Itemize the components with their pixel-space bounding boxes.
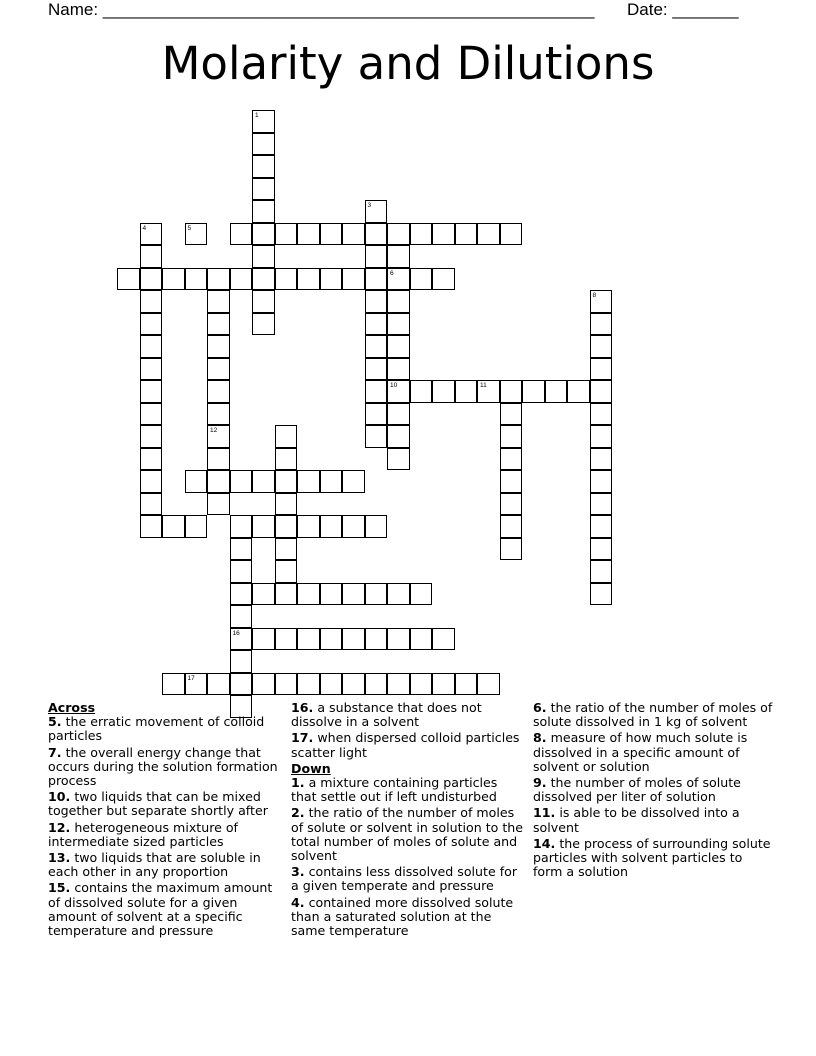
clue-text: the erratic movement of colloid particles (48, 714, 265, 744)
grid-cell[interactable] (522, 380, 545, 403)
grid-cell[interactable] (140, 403, 163, 426)
grid-cell[interactable] (365, 425, 388, 448)
date-line[interactable]: _______ (672, 0, 739, 19)
clue (291, 701, 526, 729)
grid-cell[interactable] (252, 223, 275, 246)
grid-cell[interactable] (320, 515, 343, 538)
grid-cell[interactable] (500, 515, 523, 538)
grid-cell[interactable] (410, 223, 433, 246)
grid-cell[interactable] (590, 380, 613, 403)
page-title: Molarity and Dilutions (161, 37, 655, 90)
grid-cell[interactable] (387, 313, 410, 336)
grid-cell[interactable] (365, 335, 388, 358)
grid-cell[interactable] (252, 583, 275, 606)
clue-text: the process of surrounding solute particles with solvent particles to form a solution (533, 835, 771, 880)
clue-number-label: 9. (533, 775, 547, 791)
clue (48, 851, 283, 879)
grid-cell[interactable] (252, 245, 275, 268)
grid-cell[interactable] (207, 403, 230, 426)
grid-cell[interactable] (140, 380, 163, 403)
clue-text: contains less dissolved solute for a given temperate and pressure (291, 864, 518, 894)
grid-cell[interactable] (500, 493, 523, 516)
clue-number-label: 15. (48, 880, 71, 896)
grid-cell[interactable] (140, 268, 163, 291)
grid-cell[interactable] (275, 470, 298, 493)
grid-cell[interactable] (500, 538, 523, 561)
grid-cell[interactable] (387, 448, 410, 471)
grid-cell[interactable] (590, 290, 613, 313)
grid-cell[interactable] (387, 628, 410, 651)
clue-number-label: 16. (291, 700, 314, 715)
across-heading: Across (48, 700, 96, 715)
grid-cell[interactable] (590, 358, 613, 381)
grid-cell[interactable] (365, 245, 388, 268)
grid-cell[interactable] (410, 673, 433, 696)
grid-cell[interactable] (185, 673, 208, 696)
grid-cell[interactable] (432, 628, 455, 651)
grid-cell[interactable] (477, 223, 500, 246)
clue-text: the number of moles of solute dissolved per liter of solution (533, 775, 741, 805)
grid-cell[interactable] (365, 223, 388, 246)
grid-cell[interactable] (365, 673, 388, 696)
grid-cell[interactable] (230, 470, 253, 493)
grid-cell[interactable] (297, 673, 320, 696)
grid-cell[interactable] (320, 673, 343, 696)
grid-cell[interactable] (320, 470, 343, 493)
clue-number-label: 10. (48, 789, 71, 805)
grid-cell[interactable] (297, 583, 320, 606)
grid-cell[interactable] (590, 583, 613, 606)
grid-cell[interactable] (117, 268, 140, 291)
grid-cell[interactable] (230, 605, 253, 628)
grid-cell[interactable] (252, 178, 275, 201)
grid-cell[interactable] (297, 628, 320, 651)
clue-number: 4 (142, 224, 147, 232)
clue-text: a substance that does not dissolve in a solvent (291, 700, 482, 730)
clue (48, 881, 283, 938)
clue (291, 806, 526, 863)
grid-cell[interactable] (342, 628, 365, 651)
grid-cell[interactable] (140, 290, 163, 313)
grid-cell[interactable] (252, 628, 275, 651)
grid-cell[interactable] (432, 673, 455, 696)
clue (291, 865, 526, 893)
grid-cell[interactable] (365, 200, 388, 223)
grid-cell[interactable] (275, 538, 298, 561)
clue-number-label: 17. (291, 730, 314, 746)
grid-cell[interactable] (432, 223, 455, 246)
grid-cell[interactable] (477, 380, 500, 403)
grid-cell[interactable] (432, 268, 455, 291)
clue-column-1 (48, 701, 283, 940)
grid-cell[interactable] (342, 583, 365, 606)
grid-cell[interactable] (162, 268, 185, 291)
grid-cell[interactable] (567, 380, 590, 403)
grid-cell[interactable] (342, 223, 365, 246)
grid-cell[interactable] (500, 223, 523, 246)
clue (48, 790, 283, 818)
clue-number-label: 1. (291, 775, 305, 791)
grid-cell[interactable] (320, 223, 343, 246)
clue (291, 776, 526, 804)
clue-number: 10 (390, 382, 398, 389)
clue (533, 701, 773, 729)
grid-cell[interactable] (140, 425, 163, 448)
grid-cell[interactable] (275, 448, 298, 471)
grid-cell[interactable] (140, 493, 163, 516)
grid-cell[interactable] (275, 515, 298, 538)
grid-cell[interactable] (365, 515, 388, 538)
grid-cell[interactable] (275, 673, 298, 696)
grid-cell[interactable] (342, 515, 365, 538)
grid-cell[interactable] (185, 470, 208, 493)
grid-cell[interactable] (207, 335, 230, 358)
grid-cell[interactable] (185, 268, 208, 291)
clue (533, 776, 773, 804)
grid-cell[interactable] (387, 268, 410, 291)
grid-cell[interactable] (275, 493, 298, 516)
grid-cell[interactable] (410, 380, 433, 403)
clue-number-label: 14. (533, 835, 556, 851)
grid-cell[interactable] (297, 268, 320, 291)
grid-cell[interactable] (140, 358, 163, 381)
clue-number: 16 (232, 629, 240, 637)
clue (48, 746, 283, 789)
grid-cell[interactable] (455, 380, 478, 403)
grid-cell[interactable] (387, 223, 410, 246)
grid-cell[interactable] (590, 493, 613, 516)
clue-number-label: 12. (48, 819, 71, 835)
grid-cell[interactable] (387, 245, 410, 268)
grid-cell[interactable] (140, 313, 163, 336)
clue (48, 821, 283, 849)
grid-cell[interactable] (365, 403, 388, 426)
name-label: Name: (48, 0, 103, 19)
grid-cell[interactable] (297, 515, 320, 538)
clue-number-label: 6. (533, 700, 547, 715)
grid-cell[interactable] (140, 515, 163, 538)
clue-number-label: 7. (48, 744, 62, 760)
grid-cell[interactable] (590, 313, 613, 336)
grid-cell[interactable] (365, 358, 388, 381)
grid-cell[interactable] (275, 268, 298, 291)
grid-cell[interactable] (590, 515, 613, 538)
grid-cell[interactable] (162, 515, 185, 538)
grid-cell[interactable] (230, 650, 253, 673)
grid-cell[interactable] (500, 403, 523, 426)
clue-number-label: 13. (48, 850, 71, 866)
clue-number: 3 (367, 202, 372, 209)
grid-cell[interactable] (590, 448, 613, 471)
grid-cell[interactable] (207, 673, 230, 696)
grid-cell[interactable] (387, 290, 410, 313)
grid-cell[interactable] (230, 673, 253, 696)
grid-cell[interactable] (387, 425, 410, 448)
clue-text: contained more dissolved solute than a saturated solution at the same temperature (291, 894, 514, 939)
grid-cell[interactable] (455, 223, 478, 246)
clue-number-label: 2. (291, 805, 305, 821)
grid-cell[interactable] (140, 223, 163, 246)
grid-cell[interactable] (207, 493, 230, 516)
grid-cell[interactable] (590, 335, 613, 358)
clue-number: 17 (187, 674, 195, 682)
clue (291, 731, 526, 759)
grid-cell[interactable] (230, 223, 253, 246)
grid-cell[interactable] (252, 470, 275, 493)
grid-cell[interactable] (320, 583, 343, 606)
grid-cell[interactable] (455, 673, 478, 696)
grid-cell[interactable] (477, 673, 500, 696)
grid-cell[interactable] (207, 470, 230, 493)
grid-cell[interactable] (365, 583, 388, 606)
grid-cell[interactable] (410, 583, 433, 606)
clue (533, 731, 773, 774)
clue-text: measure of how much solute is dissolved in a specific amount of solvent or solution (533, 730, 748, 774)
grid-cell[interactable] (297, 223, 320, 246)
clue-number-label: 11. (533, 805, 556, 821)
grid-cell[interactable] (252, 290, 275, 313)
grid-cell[interactable] (230, 538, 253, 561)
grid-cell[interactable] (252, 200, 275, 223)
grid-cell[interactable] (230, 560, 253, 583)
clue-number: 8 (592, 292, 597, 299)
grid-cell[interactable] (140, 245, 163, 268)
grid-cell[interactable] (230, 628, 253, 651)
grid-cell[interactable] (387, 403, 410, 426)
grid-cell[interactable] (365, 313, 388, 336)
grid-cell[interactable] (275, 583, 298, 606)
clue-number: 5 (187, 224, 192, 232)
grid-cell[interactable] (387, 380, 410, 403)
grid-cell[interactable] (275, 560, 298, 583)
grid-cell[interactable] (500, 448, 523, 471)
grid-cell[interactable] (252, 673, 275, 696)
grid-cell[interactable] (207, 313, 230, 336)
grid-cell[interactable] (230, 583, 253, 606)
clue-text: when dispersed colloid particles scatter light (291, 730, 520, 760)
grid-cell[interactable] (342, 470, 365, 493)
date-label: Date: (627, 0, 673, 19)
clue (48, 715, 283, 743)
grid-cell[interactable] (320, 628, 343, 651)
grid-cell[interactable] (365, 380, 388, 403)
grid-cell[interactable] (230, 268, 253, 291)
clue-number: 1 (255, 112, 259, 119)
grid-cell[interactable] (162, 673, 185, 696)
clue-text: is able to be dissolved into a solvent (533, 805, 740, 835)
clue-number: 12 (210, 427, 218, 434)
grid-cell[interactable] (185, 223, 208, 246)
grid-cell[interactable] (207, 268, 230, 291)
clue-text: the overall energy change that occurs during the solution formation process (48, 744, 278, 789)
clue-column-2 (291, 701, 526, 940)
grid-cell[interactable] (500, 470, 523, 493)
grid-cell[interactable] (365, 268, 388, 291)
grid-cell[interactable] (252, 155, 275, 178)
grid-cell[interactable] (590, 403, 613, 426)
clue-column-3 (533, 701, 773, 881)
grid-cell[interactable] (275, 628, 298, 651)
clue-number-label: 5. (48, 714, 62, 730)
grid-cell[interactable] (252, 133, 275, 156)
grid-cell[interactable] (590, 425, 613, 448)
grid-cell[interactable] (185, 515, 208, 538)
clue-text: a mixture containing particles that settle out if left undisturbed (291, 775, 498, 805)
grid-cell[interactable] (387, 583, 410, 606)
grid-cell[interactable] (545, 380, 568, 403)
clue-text: contains the maximum amount of dissolved solute for a given amount of solvent at a specific temperature and pressure (48, 880, 273, 939)
grid-cell[interactable] (140, 448, 163, 471)
clue-text: two liquids that are soluble in each other in any proportion (48, 850, 261, 880)
grid-cell[interactable] (207, 358, 230, 381)
grid-cell[interactable] (275, 223, 298, 246)
grid-cell[interactable] (365, 628, 388, 651)
grid-cell[interactable] (275, 425, 298, 448)
grid-cell[interactable] (410, 268, 433, 291)
clue-text: the ratio of the number of moles of solute dissolved in 1 kg of solvent (533, 700, 773, 730)
grid-cell[interactable] (500, 425, 523, 448)
grid-cell[interactable] (140, 470, 163, 493)
grid-cell[interactable] (207, 425, 230, 448)
grid-cell[interactable] (252, 313, 275, 336)
grid-cell[interactable] (387, 335, 410, 358)
clue-number: 6 (390, 269, 394, 277)
grid-cell[interactable] (252, 110, 275, 133)
grid-cell[interactable] (230, 515, 253, 538)
grid-cell[interactable] (387, 358, 410, 381)
clue-number-label: 8. (533, 730, 547, 746)
grid-cell[interactable] (252, 515, 275, 538)
grid-cell[interactable] (342, 268, 365, 291)
grid-cell[interactable] (590, 470, 613, 493)
clue (533, 806, 773, 834)
grid-cell[interactable] (342, 673, 365, 696)
grid-cell[interactable] (207, 290, 230, 313)
grid-cell[interactable] (432, 380, 455, 403)
clue-number-label: 4. (291, 894, 305, 910)
grid-cell[interactable] (387, 673, 410, 696)
down-heading: Down (291, 760, 331, 776)
clue-text: the ratio of the number of moles of solute or solvent in solution to the total number of moles of solute and solvent (291, 805, 524, 864)
grid-cell[interactable] (297, 470, 320, 493)
grid-cell[interactable] (140, 335, 163, 358)
grid-cell[interactable] (252, 268, 275, 291)
grid-cell[interactable] (500, 380, 523, 403)
clue (533, 837, 773, 880)
clue-number: 11 (480, 382, 487, 389)
grid-cell[interactable] (590, 560, 613, 583)
clue-number-label: 3. (291, 864, 305, 880)
clue-text: two liquids that can be mixed together but separate shortly after (48, 789, 268, 819)
clue-text: heterogeneous mixture of intermediate sized particles (48, 819, 238, 849)
grid-cell[interactable] (590, 538, 613, 561)
name-line[interactable]: ____________________________________________________ (102, 0, 595, 19)
grid-cell[interactable] (207, 448, 230, 471)
grid-cell[interactable] (410, 628, 433, 651)
grid-cell[interactable] (365, 290, 388, 313)
clue (291, 896, 526, 939)
grid-cell[interactable] (320, 268, 343, 291)
grid-cell[interactable] (207, 380, 230, 403)
